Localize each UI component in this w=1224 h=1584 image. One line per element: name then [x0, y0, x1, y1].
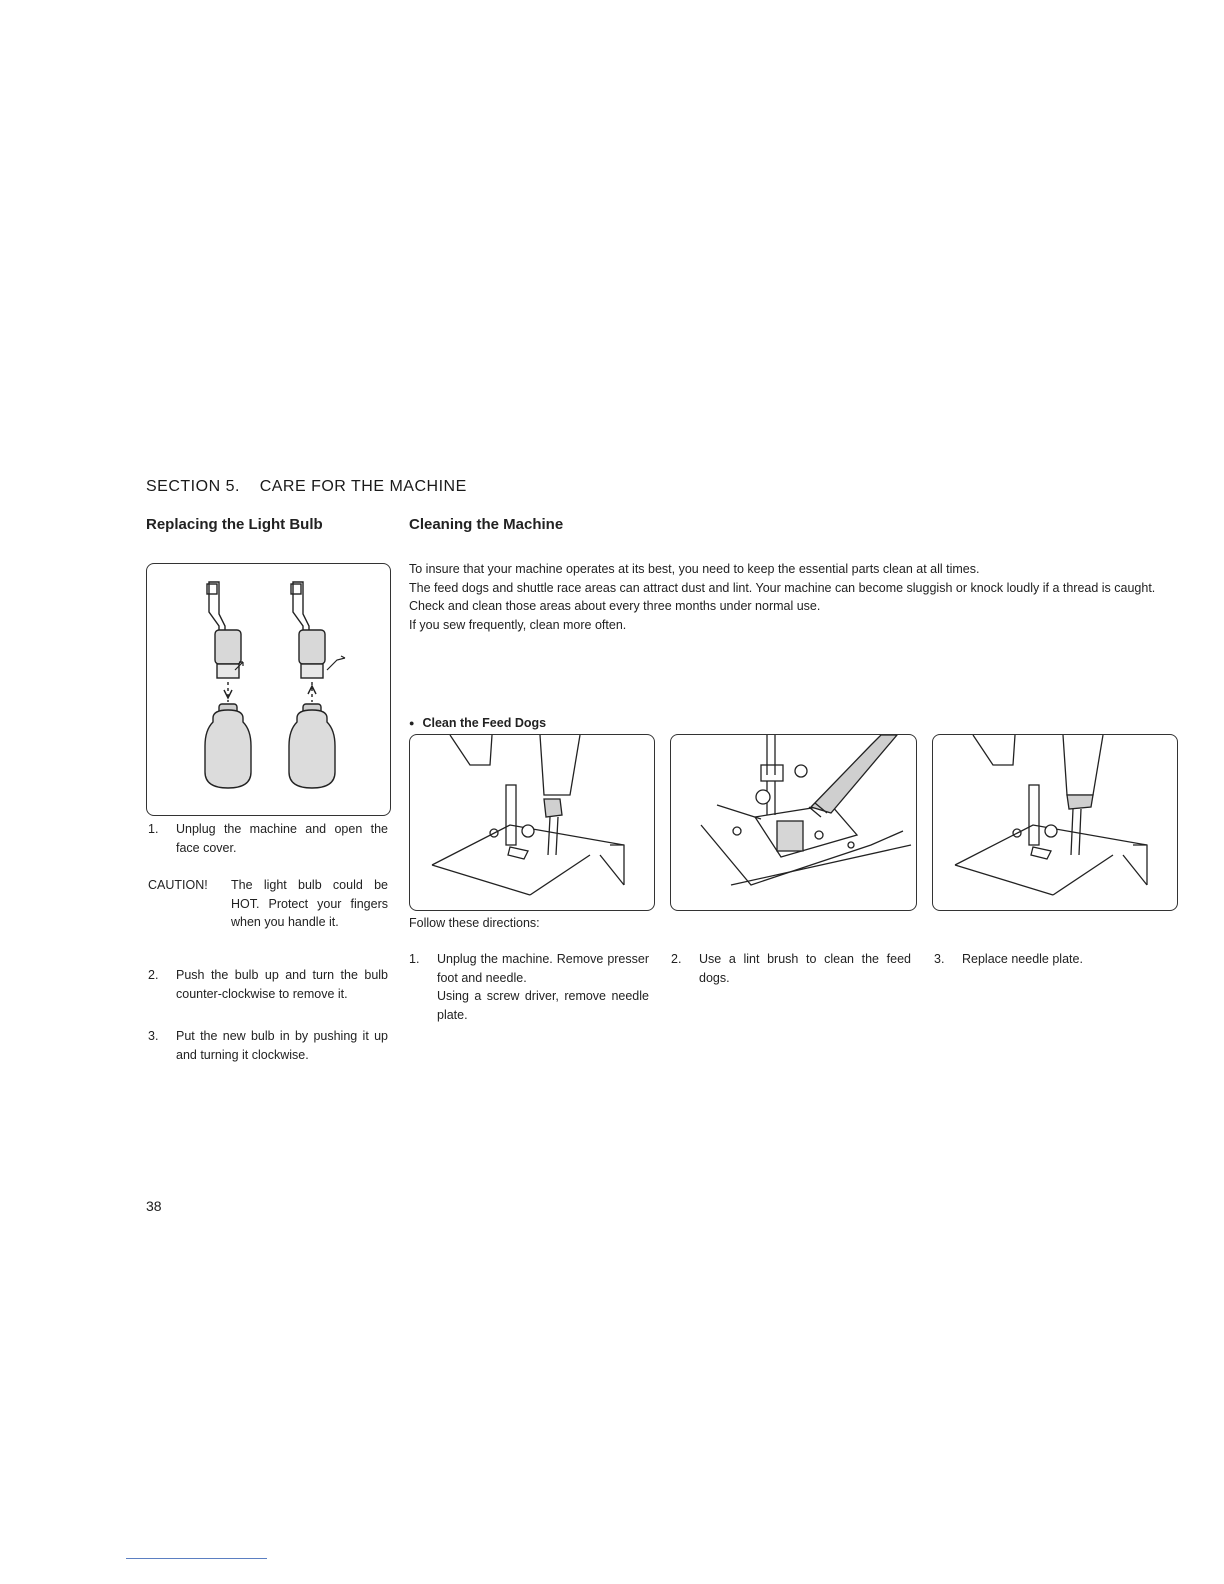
bullet-icon: ● [409, 718, 415, 728]
light-bulb-heading: Replacing the Light Bulb [146, 516, 323, 533]
bulb-step-2-number: 2. [148, 968, 159, 982]
clean-step-3-line-1: Replace needle plate. [962, 952, 1083, 966]
bulb-step-1-text: Unplug the machine and open the face cover. [176, 822, 388, 855]
cleaning-heading: Cleaning the Machine [409, 516, 564, 533]
clean-step-2 [671, 950, 911, 987]
footer-rule [126, 1558, 267, 1559]
bulb-step-3-text: Put the new bulb in by pushing it up and turning it clockwise. [176, 1029, 388, 1062]
feed-dogs-subheading-text: Clean the Feed Dogs [422, 716, 547, 730]
follow-directions: Follow these directions: [409, 916, 540, 930]
caution-label: CAUTION! [148, 878, 208, 892]
light-bulb-figure [146, 563, 391, 816]
replace-needle-plate-illustration [933, 735, 1177, 910]
page-number: 38 [146, 1198, 162, 1214]
bulb-step-3 [148, 1027, 388, 1064]
feed-dogs-figure-1 [409, 734, 655, 911]
bulb-step-3-number: 3. [148, 1029, 159, 1043]
section-title: SECTION 5. CARE FOR THE MACHINE [146, 478, 467, 495]
caution-text: The light bulb could be HOT. Protect your fingers when you handle it. [231, 878, 388, 929]
clean-step-1-line-2: Using a screw driver, remove needle plate. [437, 989, 649, 1022]
intro-line-2: The feed dogs and shuttle race areas can attract dust and lint. Your machine can become sluggish or knock loudly if a thread is caught. [409, 580, 1156, 595]
clean-step-1-line-1: Unplug the machine. Remove presser foot and needle. [437, 952, 649, 985]
bulb-step-2-text: Push the bulb up and turn the bulb counter-clockwise to remove it. [176, 968, 388, 1001]
intro-line-1: To insure that your machine operates at its best, you need to keep the essential parts clean at all times. [409, 562, 980, 576]
bulb-step-1-number: 1. [148, 822, 159, 836]
caution-block [148, 876, 388, 932]
bulb-step-1 [148, 820, 388, 857]
bulb-step-2 [148, 966, 388, 1003]
lint-brush-illustration [671, 735, 916, 910]
light-bulb-illustration [147, 564, 390, 815]
clean-step-3-number: 3. [934, 952, 945, 966]
clean-step-3 [934, 950, 1174, 969]
remove-needle-plate-illustration [410, 735, 654, 910]
clean-step-2-number: 2. [671, 952, 682, 966]
cleaning-intro [409, 560, 1189, 634]
intro-line-4: If you sew frequently, clean more often. [409, 617, 627, 632]
intro-line-3: Check and clean those areas about every three months under normal use. [409, 599, 821, 613]
feed-dogs-figure-2 [670, 734, 917, 911]
clean-step-1 [409, 950, 649, 1024]
feed-dogs-subheading [409, 714, 546, 733]
clean-step-1-number: 1. [409, 952, 420, 966]
clean-step-2-line-1: Use a lint brush to clean the feed dogs. [699, 952, 911, 985]
feed-dogs-figure-3 [932, 734, 1178, 911]
